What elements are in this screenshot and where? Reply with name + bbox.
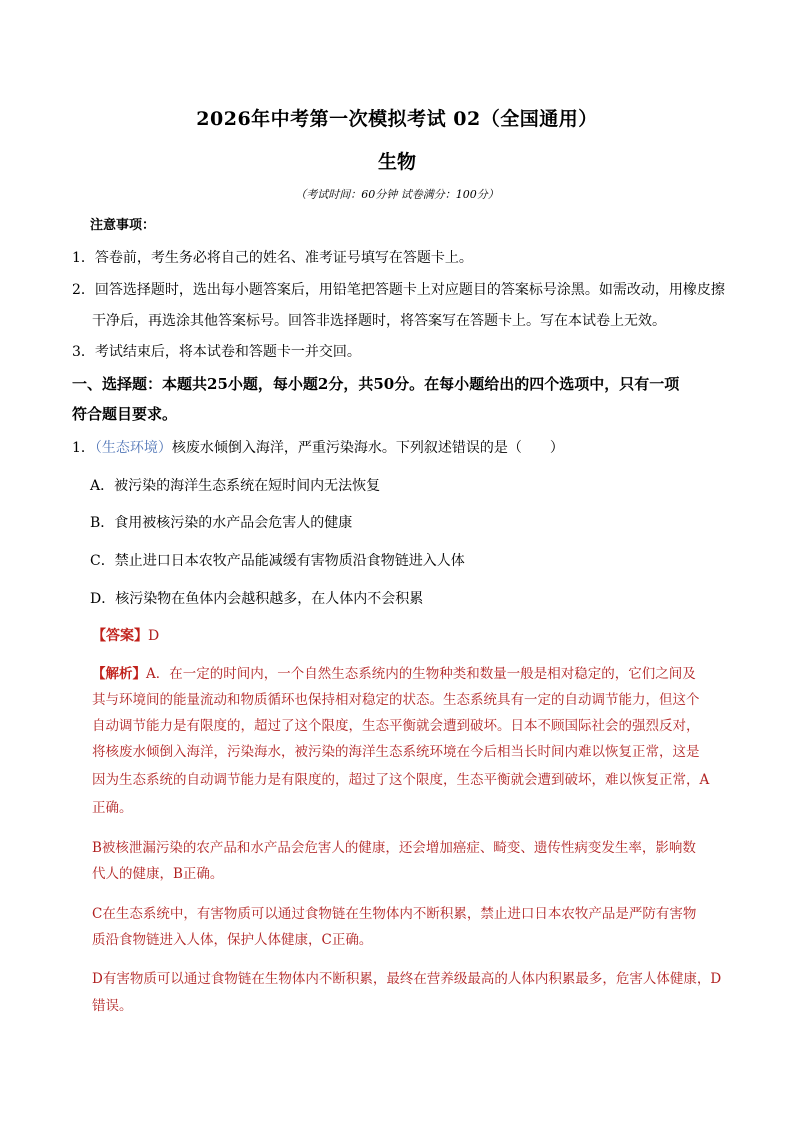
explanation-line-11: D有害物质可以通过食物链在生物体内不断积累，最终在营养级最高的人体内积累最多，危害人体健康，D — [92, 971, 722, 987]
explanation-line-7: B被核泄漏污染的农产品和水产品会危害人的健康，还会增加癌症、畸变、遗传性病变发生率，影响数 — [92, 840, 696, 856]
option-b: B．食用被核污染的水产品会危害人的健康 — [90, 515, 353, 531]
question-tag: （生态环境） — [94, 440, 172, 456]
option-a: A．被污染的海洋生态系统在短时间内无法恢复 — [90, 478, 381, 494]
explanation-line-1: 【解析】A．在一定的时间内，一个自然生态系统内的生物种类和数量一般是相对稳定的，它们之间及 — [92, 666, 696, 682]
answer-label: 【答案】 — [92, 628, 148, 644]
question-text: 核废水倾倒入海洋，严重污染海水。下列叙述错误的是（ ） — [171, 440, 564, 456]
notice-item-3: 3．考试结束后，将本试卷和答题卡一并交回。 — [72, 344, 361, 360]
notice-item-2: 2．回答选择题时，选出每小题答案后，用铅笔把答题卡上对应题目的答案标号涂黑。如需改动，用橡皮擦 — [72, 282, 725, 298]
explanation-line-5: 因为生态系统的自动调节能力是有限度的，超过了这个限度，生态平衡就会遭到破坏，难以恢复正常，A — [92, 772, 710, 788]
notice-heading: 注意事项： — [90, 218, 156, 233]
explanation-line-4: 将核废水倾倒入海洋，污染海水，被污染的海洋生态系统环境在今后相当长时间内难以恢复正常，这是 — [92, 744, 700, 760]
option-d: D．核污染物在鱼体内会越积越多，在人体内不会积累 — [90, 591, 424, 607]
question-1-stem — [72, 438, 732, 458]
explanation-line-10: 质沿食物链进入人体，保护人体健康，C正确。 — [92, 932, 373, 948]
notice-item-2-cont: 干净后，再选涂其他答案标号。回答非选择题时，将答案写在答题卡上。写在本试卷上无效。 — [92, 313, 666, 329]
option-c: C．禁止进口日本农牧产品能减缓有害物质沿食物链进入人体 — [90, 553, 465, 569]
section-heading-cont: 符合题目要求。 — [72, 405, 178, 423]
question-number: 1． — [72, 440, 95, 456]
explanation-line-8: 代人的健康，B正确。 — [92, 866, 224, 882]
answer-line — [92, 626, 752, 646]
exam-info: （考试时间：60分钟 试卷满分：100分） — [295, 188, 499, 201]
explanation-line-12: 错误。 — [92, 998, 133, 1014]
exam-title: 2026年中考第一次模拟考试 02（全国通用） — [196, 108, 598, 130]
explanation-line-2: 其与环境间的能量流动和物质循环也保持相对稳定的状态。生态系统具有一定的自动调节能力，但这个 — [92, 692, 700, 708]
explanation-line-6: 正确。 — [92, 800, 133, 816]
section-heading: 一、选择题：本题共25小题，每小题2分，共50分。在每小题给出的四个选项中，只有一项 — [72, 375, 680, 393]
explanation-label: 【解析】 — [92, 666, 146, 682]
explanation-line-3: 自动调节能力是有限度的，超过了这个限度，生态平衡就会遭到破坏。日本不顾国际社会的强烈反对， — [92, 718, 700, 734]
subject-title: 生物 — [377, 151, 416, 173]
answer-value: D — [148, 628, 160, 644]
explanation-line-9: C在生态系统中，有害物质可以通过食物链在生物体内不断积累，禁止进口日本农牧产品是严防有害物 — [92, 906, 697, 922]
notice-item-1: 1．答卷前，考生务必将自己的姓名、准考证号填写在答题卡上。 — [72, 250, 473, 266]
